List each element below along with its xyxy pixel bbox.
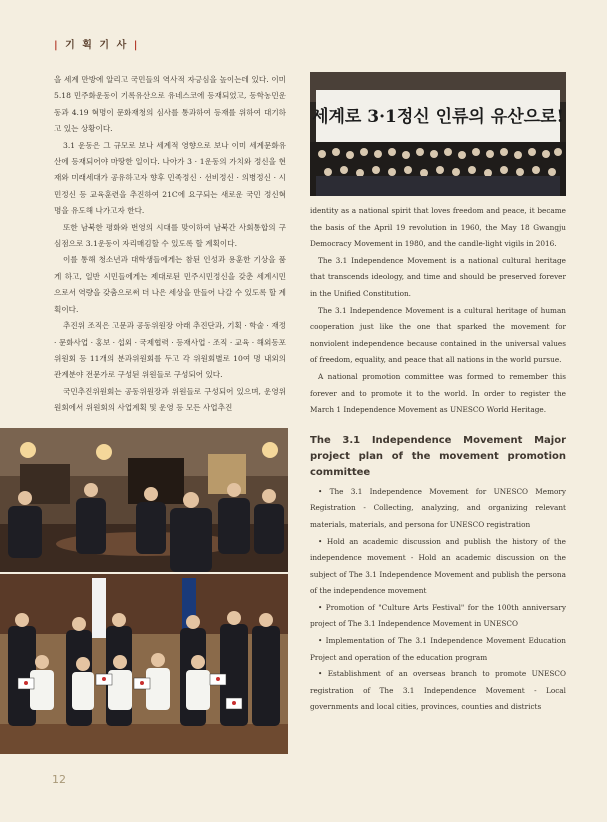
left-paragraph: 추진위 조직은 고문과 공동위원장 아래 추진단과, 기획 · 학술 · 재정 · 문화사업 · 홍보 · 섭외 · 국제협력 · 등재사업 · 조직 · 교육 · 해외동포위원회 등 11개의 분과위원회를 두고 각 위원회별로 10여 명 내외의 관계분야 전문가로 구성된 위원들로 구성되어 있다. — [54, 321, 286, 380]
list-item: • Implementation of The 3.1 Independence Movement Education Project and operation of the education program — [310, 636, 566, 662]
left-paragraph: 3.1 운동은 그 규모로 보나 세계적 영향으로 보나 이미 세계문화유산에 등재되어야 마땅한 일이다. 나아가 3 · 1운동의 가치와 정신을 현재와 미래세대가 공유하고자 향후 민족정신 · 선비정신 · 의병정신 · 시민정신 등 교육훈련을 추진하여 21C에 요구되는 새로운 국민 정신혁명을 유도해 나가고자 한다. — [54, 140, 286, 216]
project-list — [310, 484, 566, 716]
section-header — [54, 36, 139, 51]
right-paragraph: identity as a national spirit that loves freedom and peace, it became the basis of the April 19 revolution in 1960, the May 18 Gwangju Democracy Movement in 1980, and the candle-light vigils in 2016. — [310, 206, 566, 249]
left-paragraph: 이를 통해 청소년과 대학생들에게는 참된 인성과 용훈한 기상을 품게 하고, 일반 시민들에게는 제대로된 민주시민정신을 갖춘 세계시민으로서 역량을 갖춤으로써 더 나은 세상을 만들어 나갈 수 있도록 할 계획이다. — [54, 255, 286, 314]
section-label: 기 획 기 사 — [65, 40, 129, 51]
page-number: 12 — [52, 773, 66, 786]
list-item: • The 3.1 Independence Movement for UNESCO Memory Registration - Collecting, analyzing, and organizing relevant materials, materials, and persona for UNESCO registration — [310, 486, 566, 529]
right-paragraph: A national promotion committee was formed to remember this forever and to promote it to the world. In order to register the March 1 Independence Movement as UNESCO World Heritage. — [310, 371, 566, 415]
header-bar-right: | — [133, 40, 140, 51]
banner-calligraphy: 세계로 3·1정신 인류의 유산으로! — [312, 107, 564, 127]
meeting-photo — [0, 428, 288, 572]
list-item: • Hold an academic discussion and publish the history of the independence movement - Hold an academic discussion on the subject of The 3.1 Independence Movement and publish the persona of the independence movement — [310, 536, 566, 596]
group-banner-photo — [310, 72, 566, 196]
header-bar-left: | — [54, 40, 60, 51]
right-paragraph: The 3.1 Independence Movement is a cultural heritage of human cooperation just like the one that sparked the movement for nonviolent independence because contained in the universal values of freedom, equality, and peace that all nations in the world pursue. — [310, 305, 566, 365]
section-heading: The 3.1 Independence Movement Major project plan of the movement promotion committee — [310, 434, 566, 478]
students-flags-photo — [0, 574, 288, 754]
left-paragraph: 국민추진위원회는 공동위원장과 위원들로 구성되어 있으며, 운영위원회에서 위원회의 사업계획 및 운영 등 모든 사업추진 — [54, 386, 286, 413]
left-paragraph: 또한 남북한 평화와 번영의 시대를 맞이하여 남북간 사회통합의 구심점으로 3.1운동이 자리매김할 수 있도록 할 계획이다. — [54, 222, 286, 249]
right-paragraph: The 3.1 Independence Movement is a national cultural heritage that transcends ideology, and time and should be preserved forever in the Unified Constitution. — [310, 255, 566, 298]
english-text-column — [310, 203, 566, 716]
list-item: • Promotion of "Culture Arts Festival" for the 100th anniversary project of The 3.1 Independence Movement in UNESCO — [310, 602, 566, 629]
list-item: • Establishment of an overseas branch to promote UNESCO registration of The 3.1 Independence Movement - Local governments and local cities, provinces, counties and districts — [310, 669, 566, 712]
left-paragraph: 을 세계 만방에 알리고 국민들의 역사적 자긍심을 높이는데 있다. 이미 5.18 민주화운동이 기록유산으로 유네스코에 등재되었고, 동학농민운동과 4.19 혁명이 문화재청의 심사를 통과하여 등재를 위하여 대기하고 있는 상황이다. — [54, 75, 286, 134]
korean-text-column — [54, 72, 286, 417]
